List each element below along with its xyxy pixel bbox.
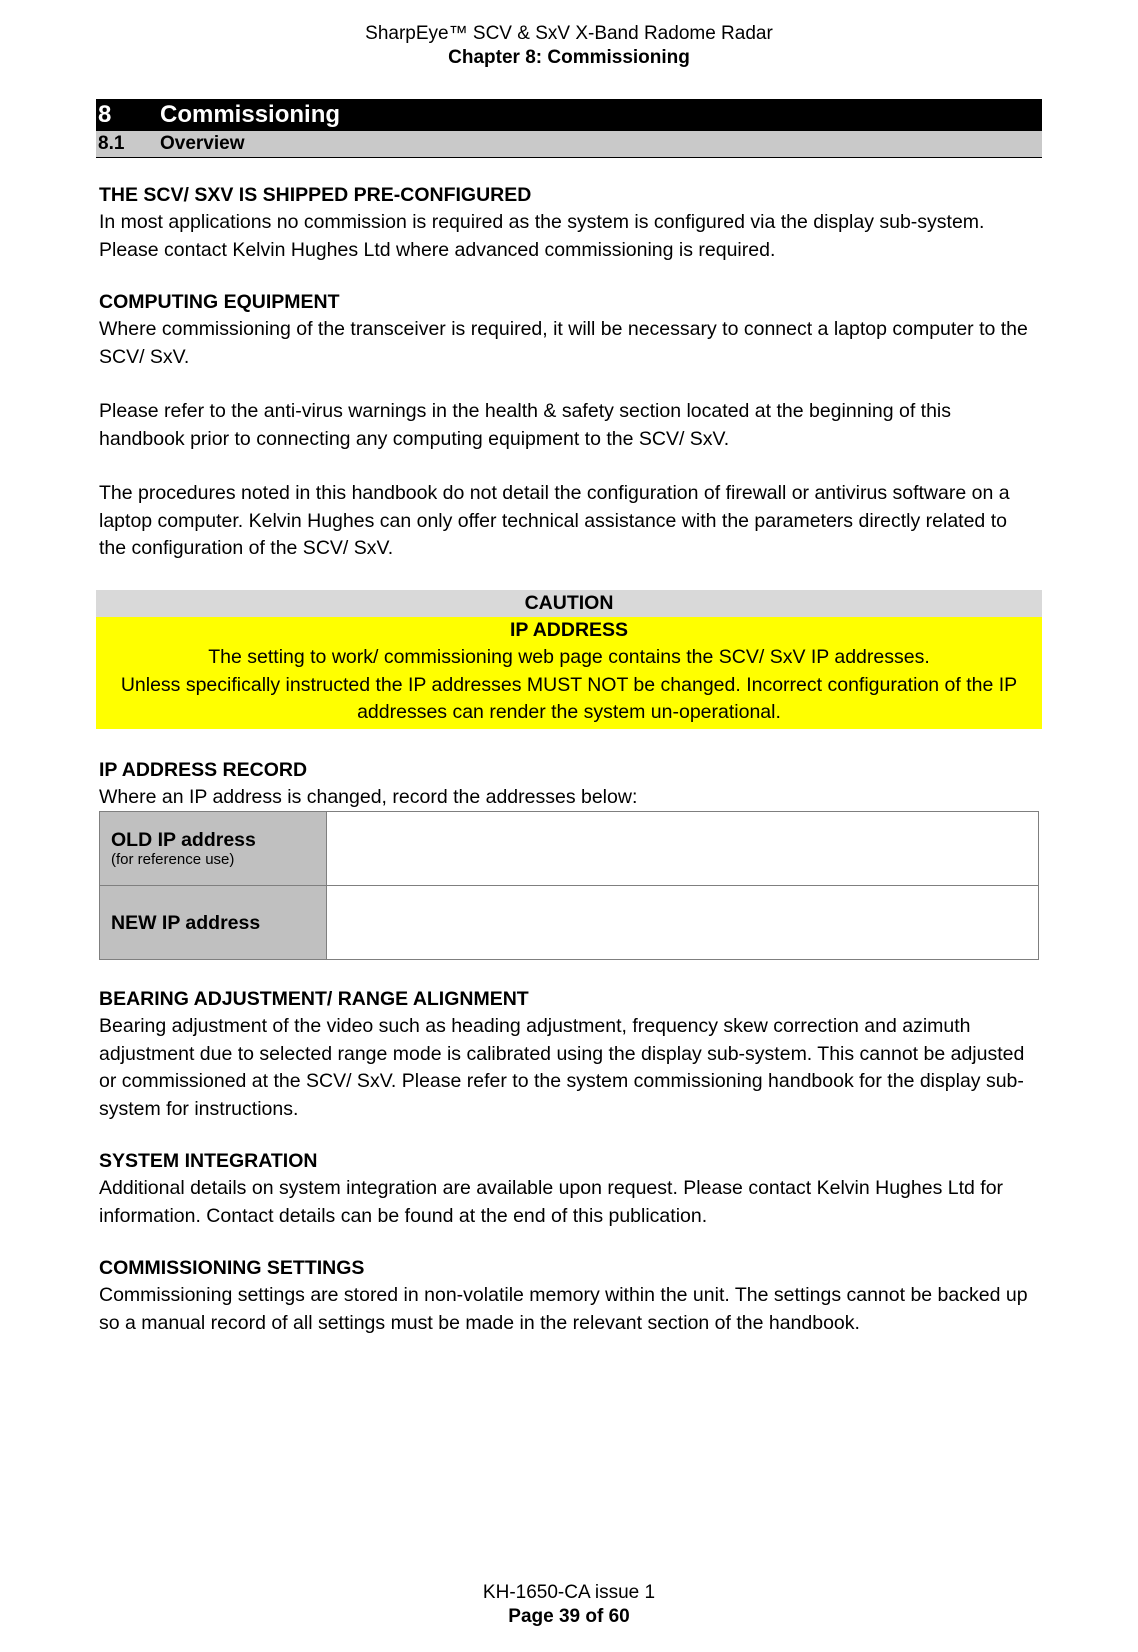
new-ip-label: NEW IP address <box>111 911 261 934</box>
new-ip-value-cell[interactable] <box>327 886 1039 960</box>
section-heading <box>96 131 1042 158</box>
old-ip-value-cell[interactable] <box>327 812 1039 886</box>
product-title: SharpEye™ SCV & SxV X-Band Radome Radar <box>365 23 773 44</box>
caution-line: The setting to work/ commissioning web page contains the SCV/ SxV IP addresses. <box>208 646 930 668</box>
section-heading-text: BEARING ADJUSTMENT/ RANGE ALIGNMENT <box>99 988 529 1010</box>
paragraph: Bearing adjustment of the video such as heading adjustment, frequency skew correction and azimuth adjustment due to selected range mode is calibrated using the display sub-system. This cannot be adjusted or commissioned at the SCV/ SxV. Please refer to the system commissioning handbook for the display sub-system for instructions. <box>99 1015 1025 1120</box>
paragraph: Commissioning settings are stored in non-volatile memory within the unit. The settings cannot be backed up so a manual record of all settings must be made in the relevant section of the handbook. <box>99 1284 1028 1334</box>
section-computing-equipment <box>99 288 1039 563</box>
paragraph: Where an IP address is changed, record the addresses below: <box>99 785 638 808</box>
section-heading-text: COMPUTING EQUIPMENT <box>99 291 340 313</box>
chapter-heading-title: Commissioning <box>160 101 341 128</box>
section-heading-title: Overview <box>160 133 245 154</box>
page-footer <box>0 1581 1138 1629</box>
section-ip-address-record <box>99 756 1039 812</box>
new-ip-label-cell <box>100 886 327 960</box>
caution-box <box>96 590 1042 729</box>
paragraph: In most applications no commission is required as the system is configured via the display sub-system. Please contact Kelvin Hughes Ltd where advanced commissioning is required. <box>99 211 985 261</box>
section-heading-text: IP ADDRESS RECORD <box>99 758 308 781</box>
section-bearing-adjustment <box>99 985 1039 1123</box>
table-row <box>100 812 1039 886</box>
caution-label: CAUTION <box>96 590 1042 617</box>
old-ip-label-cell <box>100 812 327 886</box>
old-ip-label: OLD IP address <box>111 828 256 851</box>
chapter-heading <box>96 99 1042 131</box>
paragraph: Additional details on system integration are available upon request. Please contact Kelvin Hughes Ltd for information. Contact details can be found at the end of this publication. <box>99 1177 1004 1227</box>
page-number: Page 39 of 60 <box>508 1606 630 1627</box>
caution-title: IP ADDRESS <box>509 618 629 641</box>
paragraph: Where commissioning of the transceiver is required, it will be necessary to connect a laptop computer to the SCV/ SxV. <box>99 318 1028 368</box>
old-ip-sublabel: (for reference use) <box>111 850 235 868</box>
section-heading-text: COMMISSIONING SETTINGS <box>99 1257 365 1279</box>
paragraph: The procedures noted in this handbook do not detail the configuration of firewall or antivirus software on a laptop computer. Kelvin Hughes can only offer technical assistance with the parameters directly related to the configuration of the SCV/ SxV. <box>99 482 1010 559</box>
chapter-number: 8 <box>98 101 112 128</box>
section-heading-text: SYSTEM INTEGRATION <box>99 1150 318 1172</box>
section-commissioning-settings <box>99 1254 1039 1337</box>
section-pre-configured <box>99 181 1039 264</box>
table-row <box>100 886 1039 960</box>
paragraph: Please refer to the anti-virus warnings in the health & safety section located at the beginning of this handbook prior to connecting any computing equipment to the SCV/ SxV. <box>99 400 952 450</box>
section-number: 8.1 <box>98 133 125 154</box>
ip-address-table <box>99 811 1039 960</box>
caution-line: Unless specifically instructed the IP addresses MUST NOT be changed. Incorrect configuration of the IP addresses can render the system un-operational. <box>120 673 1018 723</box>
document-body <box>96 99 1042 1337</box>
chapter-title: Chapter 8: Commissioning <box>448 47 690 68</box>
caution-body <box>96 617 1042 729</box>
document-reference: KH-1650-CA issue 1 <box>482 1582 656 1603</box>
section-system-integration <box>99 1147 1039 1230</box>
section-heading-text: THE SCV/ SXV IS SHIPPED PRE-CONFIGURED <box>99 184 532 206</box>
page-header <box>0 22 1138 70</box>
